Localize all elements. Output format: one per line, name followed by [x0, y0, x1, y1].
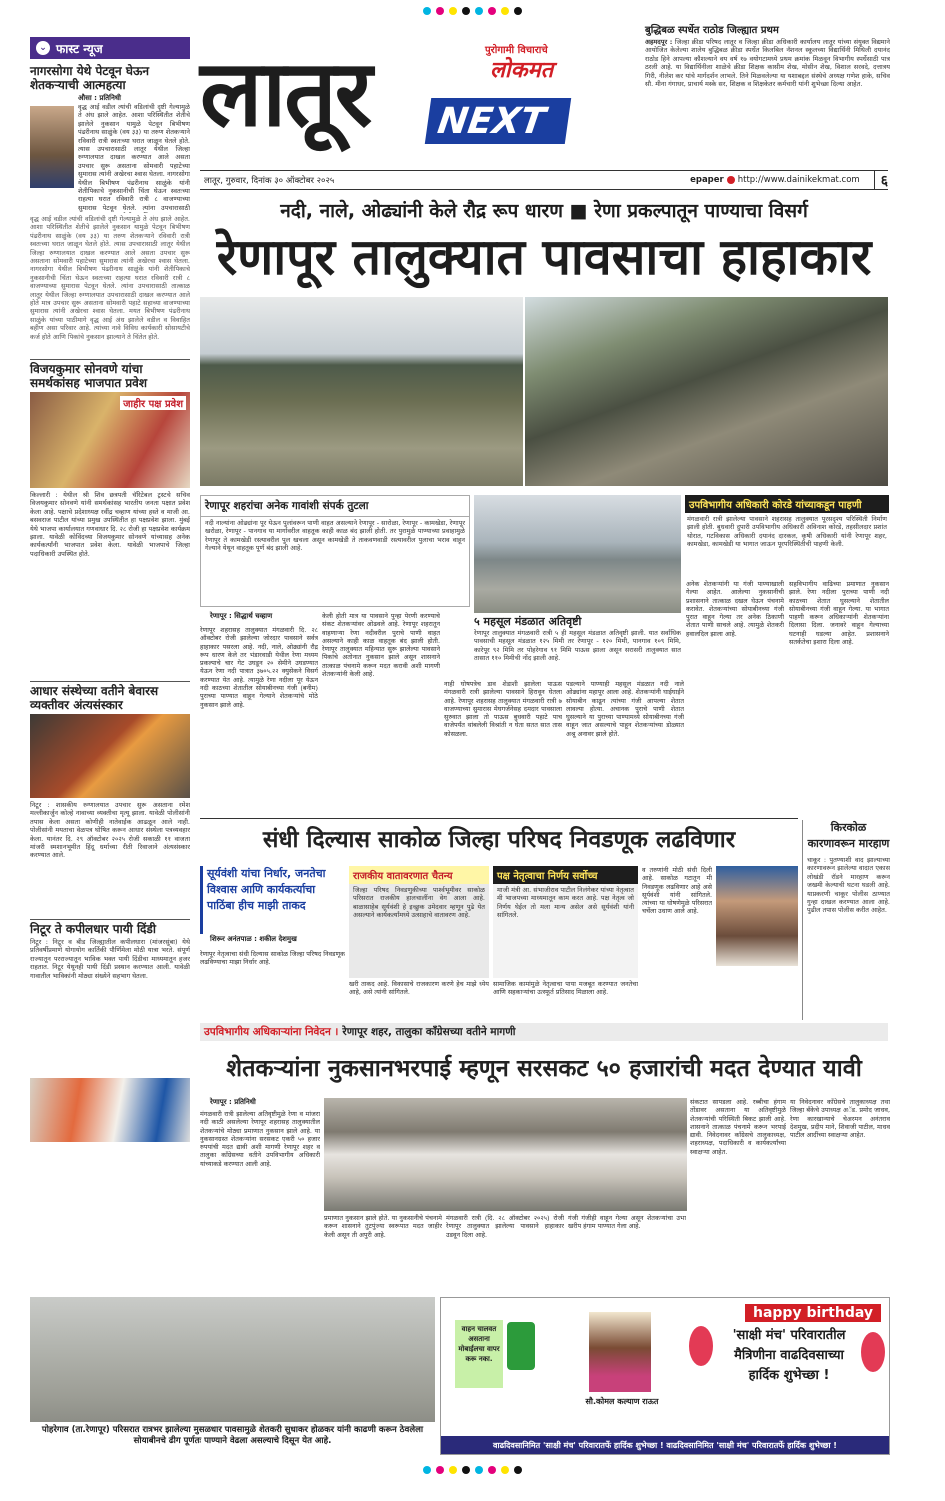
- article-column: रेणापूर शहरासह तालुक्यात मंगळवारी दि. २८ ऑक्टोबर रोजी झालेल्या जोरदार पावसाने सर्वत्र हाहाकार पसरला आहे. नदी, नाले, ओढ्यांनी रौद्र रूप धारण केले तर भंडारवाडी येथील रेणा मध्यम प्रकल्पाचे चार गेट उघडून २० सेमीने उघडण्यात येऊन रेणा नदी पात्रात ३७०५.२२ क्युसेकने विसर्ग करण्यात येत आहे. त्यामुळे रेणा नदीला पूर येऊन नदी काठच्या शेतातील सोयाबीनच्या गंजी (बनीम) पुराच्या पाण्यात वाहून गेल्याने शेतकऱ्यांचे मोठे नुकसान झाले आहे.: [200, 626, 318, 709]
- memorandum-photo: [324, 1098, 687, 1211]
- story-title: निटूर ते कपीलधार पायी दिंडी: [30, 922, 156, 936]
- masthead: [200, 40, 640, 166]
- photo-caption: ५ महसूल मंडळात अतिवृष्टी: [474, 615, 582, 628]
- box-title: उपविभागीय अधिकारी कोरडे यांच्याकडून पाहणी: [685, 495, 889, 513]
- contact-lost-box: [200, 495, 470, 607]
- byline: रेणापूर : सिद्धार्थ चव्हाण: [210, 612, 273, 620]
- story-body: जिल्हा क्रीडा परिषद लातूर व जिल्हा क्रीडा अधिकारी कार्यालय लातूर यांच्या संयुक्त विद्यमाने आयोजित केलेल्या शालेय बुद्धिबळ क्रीडा स्पर्धेत किलबिल नॅशनल स्कूलच्या विद्यार्थिनी मिथिली दयानंद राठोड हिने आपल्या कौशल्याने वय वर्ष १७ वयोगटामध्ये प्रथम क्रमांक मिळवून विभागीय स्पर्धेसाठी पात्र ठरली आहे. या विद्यार्थिनीला शाळेचे क्रीडा शिक्षक कासीम शेख, मोसीन शेख, विशाल सरवदे, दत्तात्रय गिरी, नीलेश कर यांचे मार्गदर्शन लाभले. तिने मिळवलेल्या या यशाबद्दल संस्थेचे अध्यक्ष गणेश हाके, सचिव सौ. मीना गंगाधर, प्राचार्य मस्के सर, शिक्षक व शिक्षकेतर कर्मचारी यांनी शुभेच्छा दिल्या आहेत.: [645, 38, 890, 89]
- flood-caption: पोहरेगाव (ता.रेणापूर) परिसरात रात्रभर झालेल्या मुसळधार पावसामुळे शेतकरी सुधाकर होळकर यांनी काढणी करून ठेवलेला सोयाबीनचे ढीग पूर्णतः पाण्याने वेढला असल्याचे दिसून येत आहे.: [41, 1425, 424, 1446]
- flood-field-photo: [200, 297, 523, 486]
- box-body: नदी नाल्यांना ओढ्यांना पूर येऊन पुलांवरून पाणी वाहत असल्याने रेणापूर - सारोळा, रेणापूर - कामखेडा, रेणापूर खरोळा, रेणापूर - पानगाव या मार्गावरील वाहतूक काही काळ बंद झाली होती. तर पुरामुळे पाण्याच्या प्रवाहामुळे रेणापूर ते कामखेडी रस्त्यावरील पुल खचला असून कामखेडी ते ताकवणवाडी रस्त्यावरील पुलाचा भराव वाहून गेल्याने येथून वाहतूक पूर्ण बंद झाली आहे.: [205, 519, 465, 553]
- section-title: फास्ट न्यूज: [56, 41, 103, 56]
- story-body-continued: वृद्ध आई वडील त्यांची वडिलांची दृष्टी गेल्यामुळे ते अंध झाले आहेत. आशा परिस्थितीत शेतीचे झालेले नुकसान यामुळे पेटवून बिभीषण पंढरीनाथ साळुंके (वय ३३) या तरुण शेतकऱ्याने रविवारी रात्री स्वतःच्या घरात जाळून घेतले होते. त्यास उपचारासाठी लातूर येथील जिल्हा रुग्णालयात दाखल करण्यात आले असता उपचार सुरू असताना सोमवारी पहाटेच्या सुमारास त्यांनी अखेरचा श्वास घेतला. नागरसोगा येथील बिभीषण पंढरीनाथ साळुंके यांनी शेतीपिकाचे नुकसानीची चिंता घेऊन स्वतःच्या राहत्या घरात रविवारी रात्री ८ वाजण्याच्या सुमारास पेटवून घेतले. त्यांना उपचारासाठी तात्काळ लातूर येथील जिल्हा रुग्णालयात उपचारासाठी दाखल करण्यात आले होते मात्र उपचार सुरू असताना सोमवारी पहाटे सहाच्या वाजण्याच्या सुमारास त्यांनी अखेरचा श्वास घेतला. मयत बिभीषण पंढरीनाथ साळुंके यांच्या पाठीमागे वृद्ध आई अंध झालेले वडील व विवाहित बहीण असा परिवार आहे. त्यांच्या नावे विविध कार्यकारी सोसायटीचे कर्ज होते आणि पिकांचे नुकसान झाल्याने ते चिंतेत होते.: [30, 215, 190, 341]
- event-photo: [30, 392, 190, 488]
- fast-news-header: [30, 37, 190, 59]
- flooded-street-photo: [474, 495, 681, 613]
- sidebar: [30, 37, 190, 1287]
- sdo-inspection-box: [685, 495, 889, 579]
- bottom-headline: शेतकऱ्यांना नुकसानभरपाई म्हणून सरसकट ५० हजारांची मदत देण्यात यावी: [226, 1054, 862, 1082]
- article-column: अनेक शेतकऱ्यांनी या गंजी पाण्याखाली गेल्या आहेत. आलेल्या नुकसानीची प्रशासनाने तात्काळ दखल घेऊन पंचनामे करावेत. शेतकऱ्यांच्या सोयाबीनच्या गंजी पुरात वाहून गेल्या तर अनेक ठिकाणी शेतात पाणी साचले आहे. त्यामुळे शेतकरी हवालदिल झाला आहे.: [686, 580, 784, 638]
- story-title: विजयकुमार सोनवणे यांचा समर्थकांसह भाजपात प्रवेश: [30, 362, 147, 390]
- phone-icon: [507, 1322, 535, 1370]
- birthday-ad: [440, 1297, 890, 1455]
- rose-icon: [689, 1326, 713, 1366]
- party-decision-box: [493, 866, 638, 978]
- logo: लातूर: [200, 40, 371, 147]
- rose-icon: [861, 1332, 885, 1372]
- box-body: जिल्हा परिषद निवडणुकीच्या पार्श्वभूमीवर साकोळ परिसरात राजकीय हालचालींना वेग आला आहे. बाळासाहेब सूर्यवंशी हे इच्छुक उमेदवार म्हणून पुढे येत असल्याने कार्यकर्त्यांमध्ये उत्साहाचे वातावरण आहे.: [353, 886, 485, 920]
- chess-story: [645, 22, 890, 162]
- article-column: संकटात सापडला आहे. रब्बीचा हंगाम तोंडावर असताना या अतिवृष्टीमुळे शेतकऱ्यांची परिस्थिती बिकट झाली आहे. शासनाने तात्काळ पंचनामे करून भरपाई द्यावी. निवेदनावर काँग्रेसचे तालुकाध्यक्ष, शहराध्यक्ष, पदाधिकारी व कार्यकर्त्यांच्या स्वाक्षऱ्या आहेत.: [690, 1098, 786, 1156]
- box-title: रेणापूर शहरांचा अनेक गावांशी संपर्क तुटला: [201, 496, 469, 517]
- sub-heading: सूर्यवंशी यांचा निर्धार, जनतेचा विश्वास आणि कार्यकर्त्याचा पाठिंबा हीच माझी ताकद: [200, 866, 345, 934]
- procession-photo: [30, 1078, 190, 1142]
- bottom-kicker-sub: रेणापूर शहर, तालुका काँग्रेसच्या वतीने मागणी: [342, 1026, 516, 1038]
- greeting-text: 'साक्षी मंच' परिवारातील मैत्रिणीना वाढदिवसाच्या हार्दिक शुभेच्छा !: [732, 1328, 846, 1383]
- register-marks-top: [0, 4, 945, 18]
- article-column: सहविभागीय वाढिच्या प्रमाणात नुकसान झाले. रेणा नदीला पुराच्या पाणी नदी काठच्या शेतात घुसल्याने शेतातील सोयाबीनच्या गंजी वाहून गेल्या. या भागात पाहणी करून अधिकाऱ्यांनी शेतकऱ्यांना दिलासा दिला. जनावरे वाहून गेल्याच्या घटनाही घडल्या आहेत. प्रशासनाने सतर्कतेचा इशारा दिला आहे.: [789, 580, 889, 647]
- article-column: सामाजिक कामांमुळे नेतृत्वाचा पाया मजबूत करण्यात जनतेचा आणि सहकाऱ्यांचा उत्स्फूर्त प्रतिसाद मिळाला आहे.: [493, 980, 638, 997]
- article-column: गंजी गंजीही वाहून गेल्या असून शेतकऱ्यांचा उभा खरीप हंगाम पाण्यात गेला आहे.: [568, 1214, 686, 1231]
- next-logo: NEXT: [425, 98, 571, 144]
- story-body: किल्लारी : येथील श्री शिव छत्रपती चॅरिटेबल ट्रस्टचे सचिव विजयकुमार सोनवणे यांनी समर्थकांसह भारतीय जनता पक्षात प्रवेश केला आहे. पक्षाचे प्रदेशाध्यक्ष रवींद्र चव्हाण यांच्या हस्ते व माजी आ. बसवराज पाटील यांच्या प्रमुख उपस्थितीत हा पक्षप्रवेश झाला. मुंबई येथे भाजपा कार्यालयात गणवाधार दि. २८ रोजी हा पक्षप्रवेश कार्यक्रम झाला. यावेळी कोविंदच्या विजयकुमार सोनवणे यांच्यासह अनेक कार्यकर्त्यांनी भाजपात प्रवेश केला. यावेळी भाजपाचे जिल्हा पदाधिकारी उपस्थित होते.: [30, 491, 190, 558]
- traffic-warning: वाहन चालवत असताना मोबाईलचा वापर करू नका.: [455, 1320, 503, 1388]
- assault-story: [802, 820, 890, 1020]
- article-column: खरी ताकद आहे. विकासाचे राजकारण करणे हेच माझे ध्येय आहे, असे त्यांनी सांगितले.: [349, 980, 489, 997]
- box-title: पक्ष नेतृत्वाचा निर्णय सर्वोच्च: [493, 866, 638, 884]
- page-number: ६: [874, 171, 888, 190]
- photo-sub: रेणापूर तालुक्यात मंगळवारी रात्री ५ ही महसूल मंडळात अतिवृष्टी झाली. यात सर्वाधिक पावसाची महसूल मंडळात १२५ मिमी तर रेणापूर - १२० मिमी, पानगाव १०९ मिमि, कारेपूर ९२ मिमि तर पोहरेगाव ९१ मिमि पाऊस झाला असून सरासरी तालुक्यात सात तासात ११० मिमीची नोंद झाली आहे.: [474, 629, 681, 663]
- story-dateline: औसा : प्रतिनिधी: [78, 94, 121, 102]
- brand-badge: लोकमत: [490, 58, 554, 83]
- bottom-kicker: उपविभागीय अधिकाऱ्यांना निवेदन ।: [204, 1026, 339, 1038]
- story-body: निटूर : निटूर व बीड जिल्ह्यातील कपीलधारा (मांजरसुंबा) येथे प्रतिवर्षीप्रमाणे योगायोग कार्तिकी पौर्णिमेला मोठी यात्रा भरते. संपूर्ण राज्यातून परराज्यातून भाविक भक्त पायी दिंडीचा माध्यमातून हजर राहतात. निटूर येथूनही पायी दिंडी प्रस्थान करण्यात आली. यावेळी गावातील भाविकांनी मोठ्या संख्येने सहभाग घेतला.: [30, 938, 190, 980]
- story-title: किरकोळ कारणावरून मारहाण: [807, 821, 890, 850]
- cremation-photo: [30, 714, 190, 798]
- main-kicker: नदी, नाले, ओढ्यांनी केले रौद्र रूप धारण ■ रेणा प्रकल्पातून पाण्याचा विसर्ग: [280, 200, 808, 222]
- middle-headline: संधी दिल्यास साकोळ जिल्हा परिषद निवडणूक लढविणार: [262, 827, 736, 853]
- dateline-bar: [200, 170, 888, 190]
- globe-icon: [727, 176, 735, 184]
- byline: रेणापूर : प्रतिनिधी: [210, 1098, 256, 1106]
- story-title: नागरसोगा येथे पेटवून घेऊन शेतकऱ्याची आत्महत्या: [30, 64, 150, 92]
- photo-caption: जाहीर पक्ष प्रवेश: [120, 396, 186, 410]
- portrait-photo: [30, 106, 74, 188]
- article-column: या निवेदनावर काँग्रेसचे तालुकाध्यक्ष तथा जिल्हा बँकेचे उपाध्यक्ष अॅड. प्रमोद जाधव, रेणा कारखान्याचे चेअरमन अनंतराव देशमुख, प्रदीप माने, शिवाजी पाटील, माधव पाटील आदींच्या स्वाक्षऱ्या आहेत.: [790, 1098, 890, 1140]
- politics-box: [349, 866, 489, 978]
- box-title: राजकीय वातावरणात चैतन्य: [349, 866, 489, 884]
- article-column: नाही घोषपत्रेच डाव शेडाशी झालेला पाऊस मंगळवारी रात्री झालेल्या पावसाने हिरावून घेतला आहे. रेणापूर शहरासह तालुक्यात मंगळवारी रात्री ७ वाजण्याच्या सुमारास मेघगर्जनेसह दमदार पावसाला सुरुवात झाला तो पाऊस बुधवारी पहाटे पाच वाजेपर्यंत थांबलेली विश्रांती न घेता सतत सात तास कोसळला.: [444, 680, 562, 738]
- bottom-kicker-bar: [200, 1023, 888, 1041]
- article-column: रेणापूर नेतृत्वाचा संधी दिल्यास साकोळ जिल्हा परिषद निवडणूक लढविण्याचा माझा निर्धार आहे.: [200, 950, 345, 967]
- article-column: व तरुणांनी मोठी संधी दिली आहे. साकोळ गटातून मी निवडणूक लढविणार आहे असे सूर्यवंशी यांनी सांगितले. त्यांच्या या घोषणेमुळे परिसरात चर्चेला उधाण आले आहे.: [642, 866, 712, 916]
- person-name: सौ.कोमल कल्याण राऊत: [585, 1397, 659, 1406]
- story-body: चाकूर : पुतण्याशी वाद झाल्याच्या कारणावरून झालेल्या वादात एकास लोखंडी रॉडने मारहाण करून जखमी केल्याची घटना घडली आहे. याप्रकरणी चाकूर पोलीस ठाण्यात गुन्हा दाखल करण्यात आला आहे. पुढील तपास पोलीस करीत आहेत.: [807, 856, 890, 915]
- box-body: माजी मंत्री आ. संभाजीराव पाटील निलंगेकर यांच्या नेतृत्वात मी भाजपच्या माध्यमातून काम करत आहे. पक्ष नेतृत्व जो निर्णय घेईल तो मला मान्य असेल असे सूर्यवंशी यांनी सांगितले.: [497, 886, 634, 920]
- article-column: केली होती मात्र या पावसाने पुन्हा पेरणी करण्याचे संकट शेतकऱ्यांवर ओढवले आहे. रेणापूर शहरातून वाहणाऱ्या रेणा नदीवरील पुराचे पाणी वाहत असल्याने काही काळ वाहतूक बंद झाली होती. रेणापूर तालुक्यात महिन्यात सुरू झालेल्या पावसाने पिकांचे अतोनात नुकसान झाले असून शासनाने तात्काळ पंचनामे करून मदत करावी अशी मागणी शेतकऱ्यांनी केली आहे.: [322, 612, 440, 679]
- chevron-down-icon: ⌄: [36, 41, 50, 55]
- box-body: मंगळवारी रात्री झालेल्या पावसाने शहरासह तालुक्यात पूरसदृश्य परिस्थिती निर्माण झाली होती. बुधवारी दुपारी उपविभागीय अधिकारी अविनाश कोरडे, तहसीलदार प्रशांत थोरात, गटविकास अधिकारी दयानंद दारकल, कृषी अधिकारी यांनी रेणापूर शहर, कामखेडा, कामखेडी या भागात जाऊन पूरपरिस्थितीची पाहणी केली.: [687, 515, 887, 549]
- story-title: आधार संस्थेच्या वतीने बेवारस व्यक्तीवर अंत्यसंस्कार: [30, 684, 159, 712]
- issue-date: लातूर, गुरुवार, दिनांक ३० ऑक्टोबर २०२५: [204, 175, 335, 186]
- website-link[interactable]: http://www.dainikekmat.com: [737, 175, 860, 185]
- article-column: प्रमाणात नुकसान झाले होते. या नुकसानीचे पंचनामे करून शासनाने तुटपुंज्या स्वरूपात मदत जाहीर केली असून ती अपुरी आहे.: [324, 1214, 442, 1239]
- main-headline: रेणापूर तालुक्यात पावसाचा हाहाकार: [216, 228, 872, 286]
- article-column: मंगळवारी रात्री झालेल्या अतिवृष्टीमुळे रेणा व मांजरा नदी काठी असलेल्या रेणापूर शहरासह तालुक्यातील शेतकऱ्यांचे मोठ्या प्रमाणात नुकसान झाले आहे. या नुकसानग्रस्त शेतकऱ्यांना सरसकट एकरी ५० हजार रुपयांची मदत द्यावी अशी मागणी रेणापूर शहर व तालुका काँग्रेसच्या वतीने उपविभागीय अधिकारी यांच्याकडे करण्यात आली आहे.: [200, 1110, 320, 1168]
- badge-tagline: पुरोगामी विचाराचे: [485, 45, 548, 56]
- flood-photo: [30, 1297, 435, 1422]
- ad-ticker: वाढदिवसानिमित 'साक्षी मंच' परिवारातर्फे हार्दिक शुभेच्छा ! वाढदिवसानिमित 'साक्षी मंच' परिवारातर्फे हार्दिक शुभेच्छा !: [441, 1436, 889, 1454]
- byline: शिरूर अनंतपाळ : शकील देशमुख: [210, 935, 297, 943]
- happy-birthday-label: happy birthday: [745, 1304, 881, 1322]
- register-marks-bottom: [0, 1463, 945, 1477]
- story-title: बुद्धिबळ स्पर्धेत राठोड जिल्ह्यात प्रथम: [645, 25, 779, 36]
- article-column: मंगळवारी रात्री (दि. २८ ऑक्टोबर २०२५) रोजी रेणापूर तालुक्यात झालेल्या पावसाने हाहाकार उडवून दिला आहे.: [446, 1214, 564, 1239]
- story-dateline: अहमदपूर :: [645, 38, 673, 46]
- person-photo: [589, 1312, 651, 1392]
- candidate-photo: [716, 866, 798, 966]
- epaper-label: epaper: [690, 175, 724, 185]
- article-column: पडल्याने पाण्याही महसूल मंडळात नदी नाले ओढ्यांना महापूर आला आहे. शेतकऱ्यांनी घाईघाईने सोयाबीन काढून त्यांच्या गंजी आपल्या शेतात लावल्या होत्या. अचानक पुराचे पाणी शेतात घुसल्याने या पुराच्या पाण्यामध्ये सोयाबीनच्या गंजी वाहून जात असल्याचे पाहून शेतकऱ्यांच्या डोळ्यात अश्रू अनावर झाले होते.: [566, 680, 684, 738]
- story-body: निटूर : शासकीय रुग्णालयात उपचार सुरू असताना रमेश मल्लीकार्जुन कोल्हे नावाच्या व्यक्तीचा मृत्यू झाला. यावेळी पोलीसांनी तपास केला असता कोणीही नातेवाईक आढळून आले नाही. पोलीसांनी मयताचा वेळपत्र घोषित करून आधार संस्थेला पत्रव्यवहार केला. यानंतर दि. २९ ऑक्टोबर २०२५ रोजी सकाळी ११ वाजता मांजरी स्मशानभूमीत हिंदू धर्माच्या रीती रिवाजाने अंत्यसंस्कार करण्यात आले.: [30, 801, 190, 860]
- story-body: वृद्ध आई वडील त्यांची वडिलांची दृष्टी गेल्यामुळे ते अंध झाले आहेत. आशा परिस्थितीत शेतीचे झालेले नुकसान यामुळे पेटवून बिभीषण पंढरीनाथ साळुंके (वय ३३) या तरुण शेतकऱ्याने रविवारी रात्री स्वतःच्या घरात जाळून घेतले होते. त्यास उपचारासाठी लातूर येथील जिल्हा रुग्णालयात दाखल करण्यात आले असता उपचार सुरू असताना सोमवारी पहाटेच्या सुमारास त्यांनी अखेरचा श्वास घेतला. नागरसोगा येथील बिभीषण पंढरीनाथ साळुंके यांनी शेतीपिकाचे नुकसानीची चिंता घेऊन स्वतःच्या राहत्या घरात रविवारी रात्री ८ वाजण्याच्या सुमारास पेटवून घेतले. त्यांना उपचारासाठी: [78, 103, 190, 212]
- broken-road-photo: [525, 297, 888, 486]
